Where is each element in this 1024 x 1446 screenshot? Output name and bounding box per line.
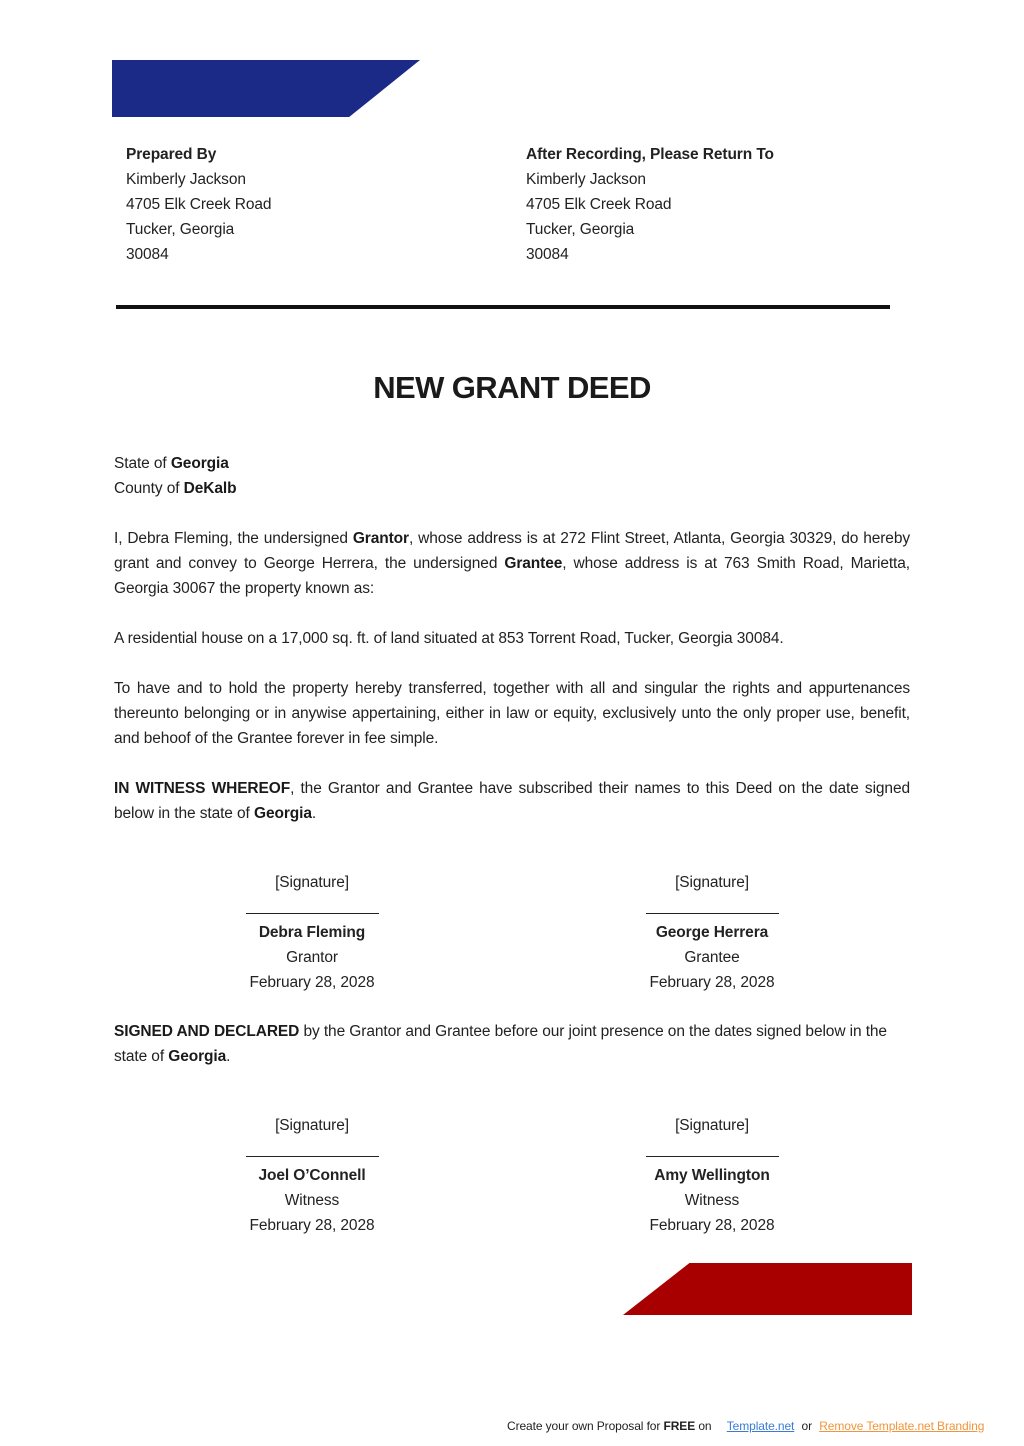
return-to-zip: 30084 [526,246,569,263]
signature-placeholder: [Signature] [275,1117,349,1134]
signature-line [646,913,779,914]
signer-role: Grantor [286,949,338,966]
grant-paragraph [114,526,910,601]
red-footer-banner [623,1263,912,1315]
signer-name: George Herrera [655,924,769,941]
signature-placeholder: [Signature] [275,874,349,891]
signer-date: February 28, 2028 [249,1217,375,1234]
prepared-by-block [126,142,271,267]
signed-declared-paragraph [114,1019,910,1069]
witness-whereof-paragraph [114,776,910,826]
document-title: NEW GRANT DEED [373,370,651,405]
template-net-link[interactable]: Template.net [726,1419,795,1433]
branding-footer [507,1419,984,1433]
county-label: County of [114,480,184,497]
return-to-name: Kimberly Jackson [526,171,646,188]
grant-text-1: I, Debra Fleming, the undersigned [114,530,353,547]
signature-placeholder: [Signature] [675,874,749,891]
state-label: State of [114,455,171,472]
return-to-city-state: Tucker, Georgia [526,221,635,238]
signer-role: Witness [684,1192,740,1209]
signed-declared-end: . [226,1048,231,1065]
state-line [114,451,910,476]
signer-name: Joel O’Connell [258,1167,366,1184]
signature-placeholder: [Signature] [675,1117,749,1134]
signer-role: Witness [284,1192,340,1209]
signer-name: Debra Fleming [258,924,366,941]
footer-text: Create your own Proposal for [507,1419,664,1433]
grant-text-3: , whose address is at 763 Smith Road, Marietta, Georgia 30067 the property known as: [114,555,910,597]
header-divider [116,305,890,309]
blue-header-banner [112,60,420,117]
county-value: DeKalb [183,480,237,497]
prepared-by-zip: 30084 [126,246,169,263]
signer-date: February 28, 2028 [649,1217,775,1234]
footer-on: on [695,1419,712,1433]
witness-whereof-lead: IN WITNESS WHEREOF [114,780,291,797]
signature-line [646,1156,779,1157]
prepared-by-heading: Prepared By [126,146,217,163]
habendum-paragraph: To have and to hold the property hereby transferred, together with all and singular the rights and appurtenances thereunto belonging or in anywise appertaining, either in law or equity, exclusively unto the only proper use, benefit, and behoof of the Grantee forever in fee simple. [114,680,910,747]
footer-or: or [801,1419,812,1433]
county-line [114,476,910,501]
grantor-term: Grantor [352,530,409,547]
signed-declared-text: by the Grantor and Grantee before our joint presence on the dates signed below in the state of [114,1023,887,1065]
signer-name: Amy Wellington [654,1167,770,1184]
witness-1-signature-block [192,1113,432,1238]
signer-date: February 28, 2028 [249,974,375,991]
prepared-by-name: Kimberly Jackson [126,171,246,188]
signer-role: Grantee [684,949,740,966]
return-to-street: 4705 Elk Creek Road [526,196,672,213]
remove-branding-link[interactable]: Remove Template.net Branding [819,1419,985,1433]
witness-whereof-state: Georgia [253,805,312,822]
jurisdiction-block [114,451,910,501]
signer-date: February 28, 2028 [649,974,775,991]
signature-line [246,913,379,914]
grantee-term: Grantee [504,555,563,572]
return-to-heading: After Recording, Please Return To [526,146,774,163]
signed-declared-lead: SIGNED AND DECLARED [114,1023,300,1040]
state-value: Georgia [170,455,229,472]
prepared-by-city-state: Tucker, Georgia [126,221,235,238]
return-to-block [526,142,774,267]
grant-text-2: , whose address is at 272 Flint Street, Atlanta, Georgia 30329, do hereby grant and convey to George Herrera, the undersigned [114,530,911,572]
witness-whereof-text: , the Grantor and Grantee have subscribed their names to this Deed on the date signed below in the state of [114,780,910,822]
grantee-signature-block [592,870,832,995]
property-paragraph: A residential house on a 17,000 sq. ft. of land situated at 853 Torrent Road, Tucker, Georgia 30084. [114,630,784,647]
signature-line [246,1156,379,1157]
grantor-signature-block [192,870,432,995]
prepared-by-street: 4705 Elk Creek Road [126,196,272,213]
signed-declared-state: Georgia [168,1048,227,1065]
witness-whereof-end: . [311,805,317,822]
footer-free: FREE [663,1419,696,1433]
witness-2-signature-block [592,1113,832,1238]
